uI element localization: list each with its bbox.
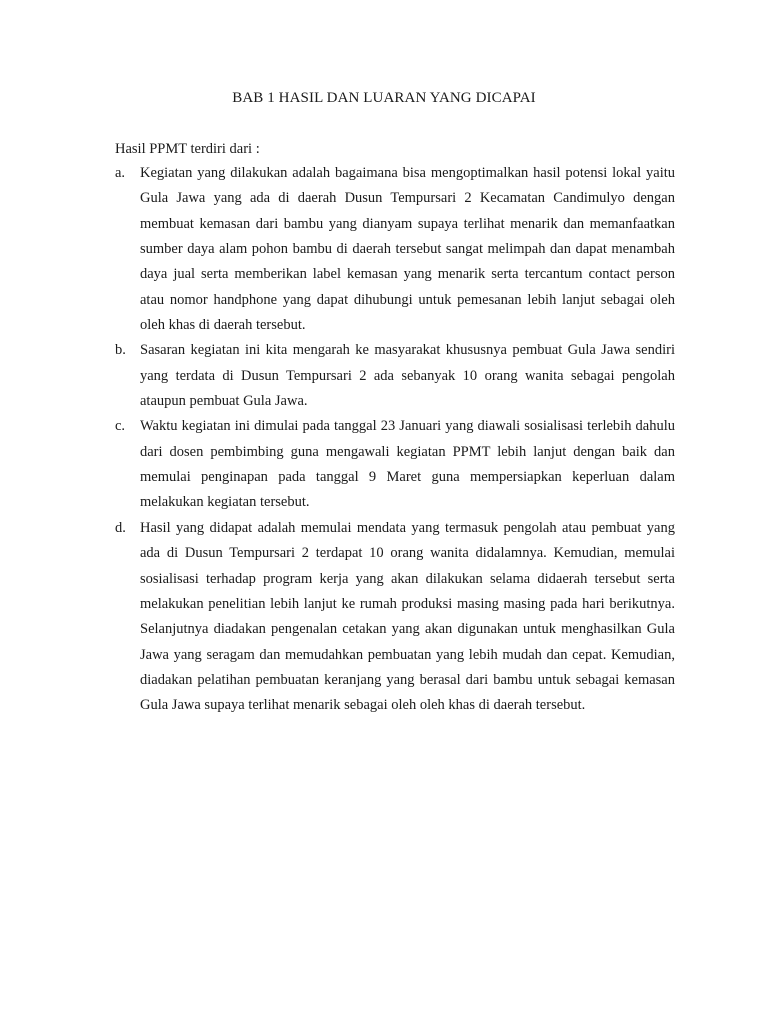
list-item-a [115,161,675,338]
list-item-text: Kegiatan yang dilakukan adalah bagaimana bisa mengoptimalkan hasil potensi lokal yaitu Gula Jawa yang ada di daerah Dusun Tempursari 2 Kecamatan Candimulyo dengan membuat kemasan dari bambu yang dianyam supaya terlihat menarik dan memanfaatkan sumber daya alam pohon bambu di daerah tersebut sangat melimpah dan dapat menambah daya jual serta memberikan label kemasan yang menarik serta tercantum contact person atau nomor handphone yang dapat dihubungi untuk pemesanan lebih lanjut sebagai oleh oleh khas di daerah tersebut. [140,165,675,334]
list-marker: d. [115,519,126,536]
document-title: BAB 1 HASIL DAN LUARAN YANG DICAPAI [232,90,536,106]
list-item-c [115,414,675,515]
list-marker: c. [115,418,126,435]
list-item-text: Waktu kegiatan ini dimulai pada tanggal 23 Januari yang diawali sosialisasi terlebih dahulu dari dosen pembimbing guna mengawali kegiatan PPMT lebih lanjut dengan baik dan memulai penginapan pada tanggal 9 Maret guna mempersiapkan keperluan dalam melakukan kegiatan tersebut. [140,418,675,511]
list-marker: b. [115,342,126,359]
list-item-d [115,516,675,719]
list-item-b [115,338,675,414]
list-marker: a. [115,165,126,181]
list-item-text: Sasaran kegiatan ini kita mengarah ke masyarakat khususnya pembuat Gula Jawa sendiri yang terdata di Dusun Tempursari 2 ada sebanyak 10 orang wanita sebagai pengolah ataupun pembuat Gula Jawa. [140,342,675,410]
list-item-text: Hasil yang didapat adalah memulai mendata yang termasuk pengolah atau pembuat yang ada di Dusun Tempursari 2 terdapat 10 orang wanita didalamnya. Kemudian, memulai sosialisasi terhadap program kerja yang akan dilakukan selama didaerah tersebut serta melakukan penelitian lebih lanjut ke rumah produksi masing masing pada hari berikutnya. Selanjutnya diadakan pengenalan cetakan yang akan digunakan untuk menghasilkan Gula Jawa yang seragam dan memudahkan pembuatan yang lebih mudah dan cepat. Kemudian, diadakan pelatihan pembuatan keranjang yang berasal dari bambu untuk sebagai kemasan Gula Jawa supaya terlihat menarik sebagai oleh oleh khas di daerah tersebut. [140,519,675,714]
result-list [115,161,675,719]
intro-text: Hasil PPMT terdiri dari : [115,141,260,157]
